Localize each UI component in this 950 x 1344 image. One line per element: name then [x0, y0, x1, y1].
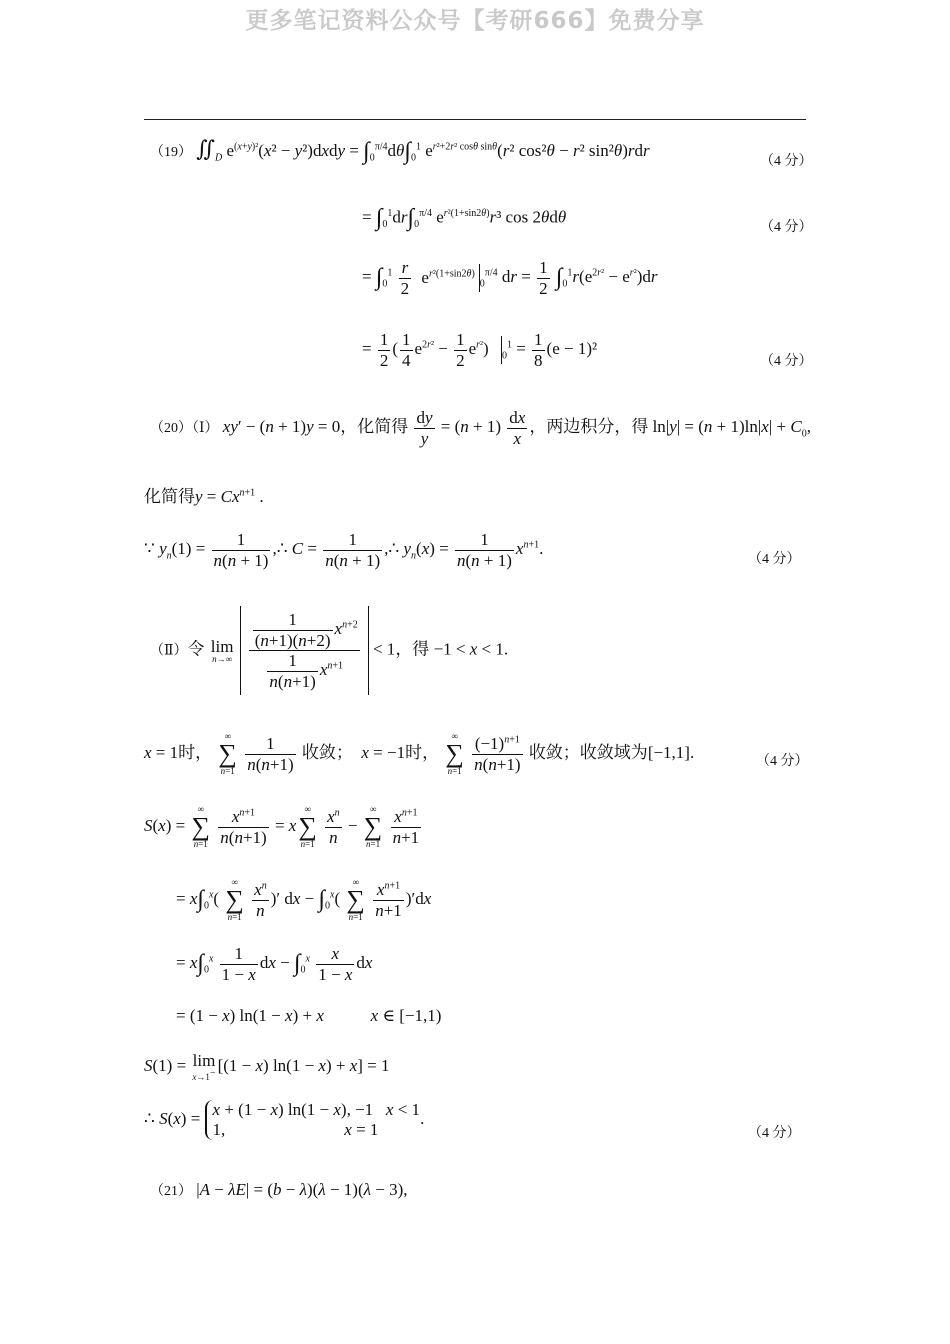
q20-score-2: （4 分） — [756, 754, 809, 769]
q19-score-3: （4 分） — [760, 354, 813, 369]
q20-line-6: S(x) = ∞ ∑ n=1 $\frac{x^{n+1}}{n(n+1)}$ = x ∞ ∑ n=1 $\frac{x^n}{n}$ − ∞ ∑ n=1 $\frac{x^{n+1}}{n+1}$ — [144, 804, 420, 849]
q20-line-5: x = 1时， ∞ ∑ n=1 $\frac{1}{n(n+1)}$ 收敛； x = −1时， ∞ ∑ n=1 $\frac{(-1)^{n+1}}{n(n+1)}$ 收敛；收敛域为[−1,1]. — [144, 731, 695, 776]
q19-line-1: （19） $∬_D$ $e^{(x+y)^2}(x^2$ − y²)dxdy = $\int_0^{\pi/4}d\theta\int_0^1$ $e^{r^2+2r^2 cos\theta sin\theta}(r^2$ cos²θ − r² sin²θ)rdr — [150, 136, 650, 165]
q20-line-8: = $x\int_0^x$ $\frac{1}{1 - x}$ dx − $\int_0^x$ $\frac{x}{1 - x}$ dx — [176, 944, 373, 984]
q19-line-2: = $\int_0^1dr\int_0^{\pi/4}$ $e^{r^2(1+sin2\theta)}r^3$ cos 2θdθ — [362, 205, 567, 231]
q20-line-3: ∵ $y_n(1)$ = $\frac{1}{n(n + 1)}$ ,∴ C = $\frac{1}{n(n + 1)}$ ,∴ $y_n(x)$ = $\frac{1}{n(n + 1)}$ $x^{n+1}$. — [144, 530, 544, 570]
q20-line-1: （20）（Ⅰ） xy′ − (n + 1)y = 0，化简得 $\frac{dy}{y}$ = (n + 1) $\frac{dx}{x}$ ，两边积分，得 $\ln|y| = (n + 1)\ln|x| + C_0$, — [150, 408, 811, 448]
header-rule — [144, 119, 806, 120]
q20-line-11: ∴ S(x) = x + (1 − x) ln(1 − x), −1 x < 1 1, x = 1 . — [144, 1100, 425, 1139]
watermark: 更多笔记资料公众号【考研666】免费分享 — [245, 8, 705, 34]
q20-line-2: 化简得$y = Cx^{n+1}$ . — [144, 487, 264, 506]
q19-line-4: = $\frac{1}{2}$ ( $\frac{1}{4}$ $e^{2r^2}$ − $\frac{1}{2}$ $e^{r^2}$) $_0^1$ = $\frac{1}{8}$ (e − 1)² — [362, 330, 598, 370]
q20-line-10: S(1) = lim x→1− [(1 − x) ln(1 − x) + x] = 1 — [144, 1051, 390, 1082]
q20-line-7: = $x\int_0^x$( ∞ ∑ n=1 $\frac{x^n}{n}$ )′ dx − $\int_0^x$( ∞ ∑ n=1 $\frac{x^{n+1}}{n+1}$ )′dx — [176, 877, 432, 922]
q21-line-1: （21） |A − λE| = (b − λ)(λ − 1)(λ − 3), — [150, 1180, 408, 1199]
q20-line-9: = (1 − x) ln(1 − x) + x x ∈ [−1,1) — [176, 1006, 442, 1025]
q19-line-3: = $\int_0^1$ $\frac{r}{2}$ $e^{r^2(1+sin2\theta)}_0^{\pi/4}$ dr = $\frac{1}{2}$ $\int_0^1r(e^{2r^2} - e^{r^2})dr$ — [362, 258, 658, 298]
q19-label: （19） — [150, 145, 192, 160]
q20-score-3: （4 分） — [748, 1126, 801, 1141]
q19-score-2: （4 分） — [760, 220, 813, 235]
q20-score-1: （4 分） — [748, 552, 801, 567]
q20-line-4: （Ⅱ）令 lim n→∞ $\frac{1}{(n+1)(n+2)}$ $x^{n+2}$ $\frac{1}{n(n+1)}$ $x^{n+1}$ < 1，得 −1 < x < 1. — [150, 606, 508, 695]
q19-score-1: （4 分） — [760, 154, 813, 169]
